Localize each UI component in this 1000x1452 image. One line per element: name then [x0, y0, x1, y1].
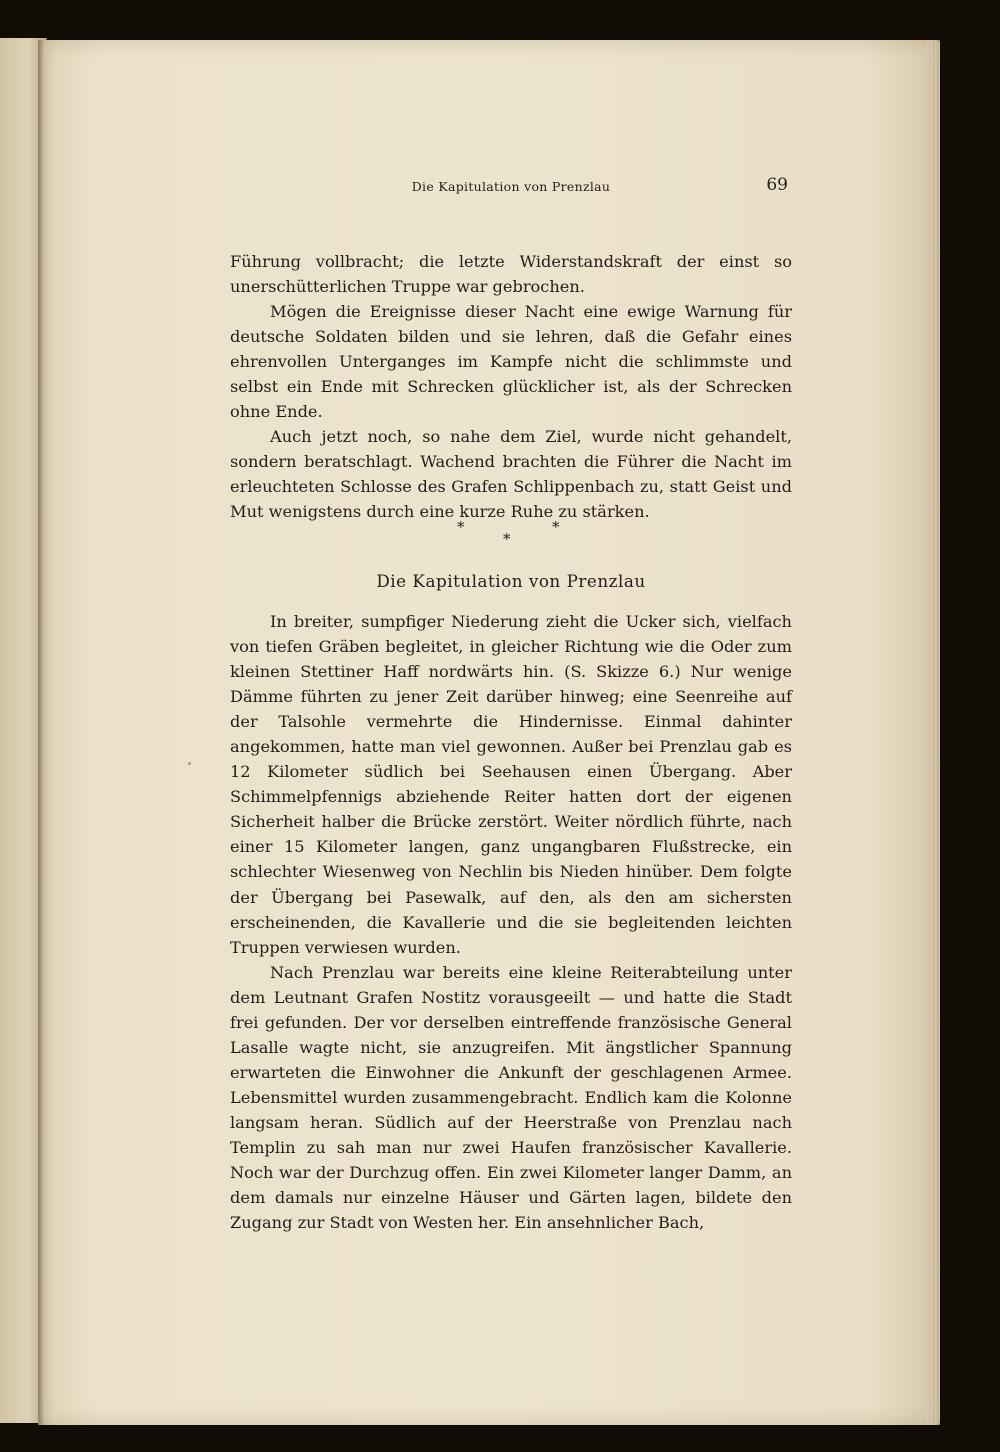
page-gutter	[38, 40, 44, 1425]
running-head	[230, 173, 792, 203]
page-number: 69	[766, 175, 788, 195]
paragraph: Mögen die Ereignisse dieser Nacht eine ewige Warnung für deutsche Soldaten bilden und sie lehren, daß die Gefahr eines ehrenvollen Unterganges im Kampfe nicht die schlimmste und selbst ein Ende mit Schrecken glücklicher ist, als der Schrecken ohne Ende.	[230, 302, 792, 422]
book-page	[38, 40, 940, 1425]
separator-star: *	[503, 530, 511, 548]
separator-star: *	[552, 518, 560, 536]
running-head-title: Die Kapitulation von Prenzlau	[411, 179, 611, 194]
section-heading: Die Kapitulation von Prenzlau	[376, 571, 646, 591]
paragraph: Auch jetzt noch, so nahe dem Ziel, wurde nicht gehandelt, sondern beratschlagt. Wachend brachten die Führer die Nacht im erleuchteten Schlosse des Grafen Schlippenbach zu, statt Geist und Mut wenigstens durch eine kurze Ruhe zu stärken.	[230, 427, 792, 522]
section-2-text	[230, 609, 792, 1235]
page-fore-edge	[926, 40, 940, 1425]
paragraph: Führung vollbracht; die letzte Widerstandskraft der einst so unerschütterlichen Truppe war gebrochen.	[230, 252, 792, 297]
paragraph: Nach Prenzlau war bereits eine kleine Reiterabteilung unter dem Leutnant Grafen Nostitz vorausgeeilt — und hatte die Stadt frei gefunden. Der vor derselben eintreffende französische General Lasalle wagte nicht, sie anzugreifen. Mit ängstlicher Spannung erwarteten die Einwohner die Ankunft der geschlagenen Armee. Lebensmittel wurden zusammengebracht. Endlich kam die Kolonne langsam heran. Südlich auf der Heerstraße von Prenzlau nach Templin zu sah man nur zwei Haufen französischer Kavallerie. Noch war der Durchzug offen. Ein zwei Kilometer langer Damm, an dem damals nur einzelne Häuser und Gärten lagen, bildete den Zugang zur Stadt von Westen her. Ein ansehnlicher Bach,	[230, 962, 792, 1233]
section-separator	[230, 514, 792, 554]
separator-star: *	[457, 518, 465, 536]
section-1-text	[230, 249, 792, 525]
paragraph: In breiter, sumpfiger Niederung zieht die Ucker sich, vielfach von tiefen Gräben begleitet, in gleicher Richtung wie die Oder zum kleinen Stettiner Haff nordwärts hin. (S. Skizze 6.) Nur wenige Dämme führten zu jener Zeit darüber hinweg; eine Seenreihe auf der Talsohle vermehrte die Hindernisse. Einmal dahinter angekommen, hatte man viel gewonnen. Außer bei Prenzlau gab es 12 Kilometer südlich bei Seehausen einen Übergang. Aber Schimmelpfennigs abziehende Reiter hatten dort der eigenen Sicherheit halber die Brücke zerstört. Weiter nördlich führte, nach einer 15 Kilometer langen, ganz ungangbaren Flußstrecke, ein schlechter Wiesenweg von Nechlin bis Nieden hinüber. Dem folgte der Übergang bei Pasewalk, auf den, als den am sichersten erscheinenden, die Kavallerie und die sie begleitenden leichten Truppen verwiesen wurden.	[230, 612, 792, 957]
paper-speck	[188, 762, 191, 765]
